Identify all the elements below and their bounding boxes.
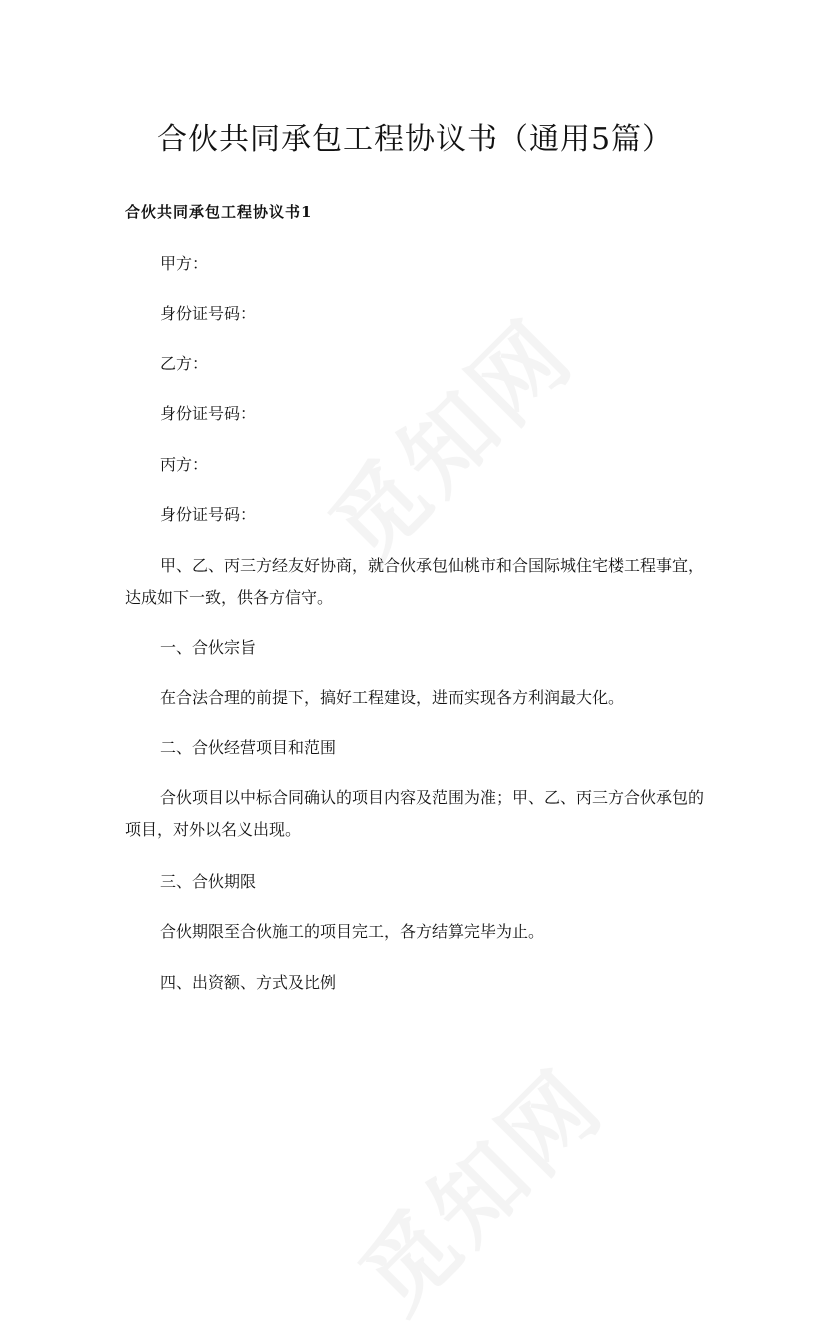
clause-1-text: 在合法合理的前提下，搞好工程建设，进而实现各方利润最大化。: [160, 688, 625, 707]
party-a-label: 甲方：: [160, 254, 209, 273]
clause-2-heading: 二、合伙经营项目和范围: [160, 738, 337, 757]
document-title: 合伙共同承包工程协议书（通用5篇）: [156, 122, 674, 157]
watermark-bottom: [326, 1035, 627, 1336]
party-c-id-label: 身份证号码：: [160, 505, 257, 524]
party-b-label: 乙方：: [160, 354, 209, 373]
clause-1-heading: 一、合伙宗旨: [160, 638, 257, 657]
clause-2-text: 合伙项目以中标合同确认的项目内容及范围为准；甲、乙、丙三方合伙承包的项目，对外以名义出现。: [125, 788, 705, 839]
section-title: 合伙共同承包工程协议书1: [125, 203, 313, 221]
clause-3-text: 合伙期限至合伙施工的项目完工，各方结算完毕为止。: [160, 922, 545, 941]
party-a-id-label: 身份证号码：: [160, 304, 257, 323]
intro-paragraph: 甲、乙、丙三方经友好协商，就合伙承包仙桃市和合国际城住宅楼工程事宜，达成如下一致，供各方信守。: [125, 556, 705, 607]
clause-4-heading: 四、出资额、方式及比例: [160, 973, 337, 992]
watermark: [296, 285, 597, 586]
party-b-id-label: 身份证号码：: [160, 404, 257, 423]
clause-3-heading: 三、合伙期限: [160, 872, 257, 891]
party-c-label: 丙方：: [160, 455, 209, 474]
